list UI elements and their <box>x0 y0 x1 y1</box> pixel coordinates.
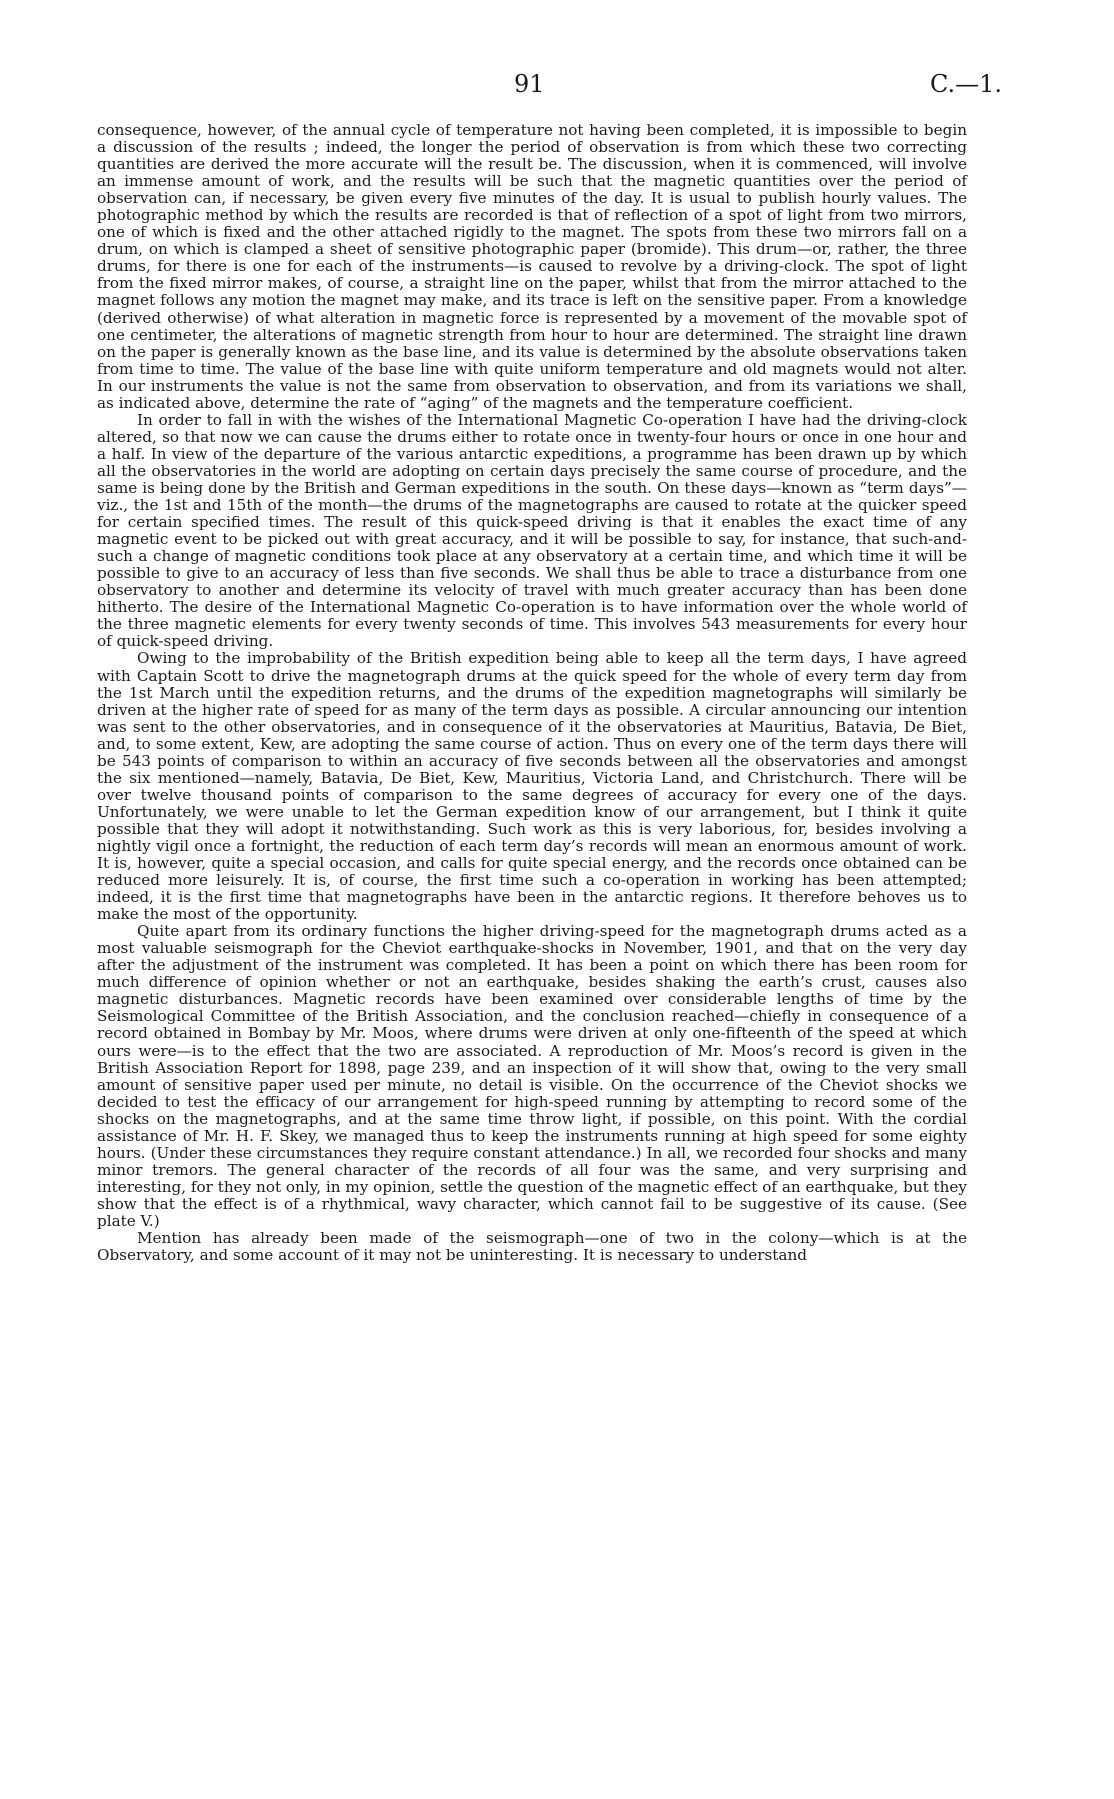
body-text <box>97 122 967 1264</box>
paragraph-seismograph: Mention has already been made of the seismograph—one of two in the colony—which is at the Observatory, and some account of it may not be uninteresting. It is necessary to understand <box>97 1229 967 1265</box>
page-header <box>0 70 1114 110</box>
paragraph-british-expedition: Owing to the improbability of the British expedition being able to keep all the term days, I have agreed with Captain Scott to drive the magnetograph drums at the quick speed for the whole of every term day from the 1st March until the expedition returns, and the drums of the expedition magnetographs will similarly be driven at the higher rate of speed for as many of the term days as possible. A circular announcing our intention was sent to the other observatories, and in consequence of it the observatories at Mauritius, Batavia, De Biet, and, to some extent, Kew, are adopting the same course of action. Thus on every one of the term days there will be 543 points of comparison to within an accuracy of five seconds between all the observatories and amongst the six mentioned—namely, Batavia, De Biet, Kew, Mauritius, Victoria Land, and Christchurch. There will be over twelve thousand points of comparison to the same degrees of accuracy for every one of the days. Unfortunately, we were unable to let the German expedition know of our arrangement, but I think it quite possible that they will adopt it notwithstanding. Such work as this is very laborious, for, besides involving a nightly vigil once a fortnight, the reduction of each term day’s records will mean an enormous amount of work. It is, however, quite a special occasion, and calls for quite special energy, and the records once obtained can be reduced more leisurely. It is, of course, the first time such a co-operation in working has been attempted; indeed, it is the first time that magnetographs have been in the antarctic regions. It therefore behoves us to make the most of the opportunity. <box>97 649 967 924</box>
page-number: 91 <box>514 70 545 98</box>
paragraph-term-days: In order to fall in with the wishes of the International Magnetic Co-operation I have had the driving-clock altered, so that now we can cause the drums either to rotate once in twenty-four hours or once in one hour and a half. In view of the departure of the various antarctic expeditions, a programme has been drawn up by which all the observatories in the world are adopting on certain days precisely the same course of procedure, and the same is being done by the British and German expeditions in the south. On these days—known as “term days”—viz., the 1st and 15th of the month—the drums of the magnetographs are caused to rotate at the quicker speed for certain specified times. The result of this quick-speed driving is that it enables the exact time of any magnetic event to be picked out with great accuracy, and it will be possible to say, for instance, that such-and-such a change of magnetic conditions took place at any observatory at a certain time, and which time it will be possible to give to an accuracy of less than five seconds. We shall thus be able to trace a disturbance from one observatory to another and determine its velocity of travel with much greater accuracy than has been done hitherto. The desire of the International Magnetic Co-operation is to have information over the whole world of the three magnetic elements for every twenty seconds of time. This involves 543 measurements for every hour of quick-speed driving. <box>97 410 967 651</box>
paragraph-continuation: consequence, however, of the annual cycle of temperature not having been completed, it is impossible to begin a discussion of the results ; indeed, the longer the period of observation is from which these two correcting quantities are derived the more accurate will the result be. The discussion, when it is commenced, will involve an immense amount of work, and the results will be such that the magnetic quantities over the period of observation can, if necessary, be given every five minutes of the day. It is usual to publish hourly values. The photographic method by which the results are recorded is that of reflection of a spot of light from two mirrors, one of which is fixed and the other attached rigidly to the magnet. The spots from these two mirrors fall on a drum, on which is clamped a sheet of sensitive photographic paper (bromide). This drum—or, rather, the three drums, for there is one for each of the instruments—is caused to revolve by a driving-clock. The spot of light from the fixed mirror makes, of course, a straight line on the paper, whilst that from the mirror attached to the magnet follows any motion the magnet may make, and its trace is left on the sensitive paper. From a knowledge (derived otherwise) of what alteration in magnetic force is represented by a movement of the movable spot of one centimeter, the alterations of magnetic strength from hour to hour are determined. The straight line drawn on the paper is generally known as the base line, and its value is determined by the absolute observations taken from time to time. The value of the base line with quite uniform temperature and old magnets would not alter. In our instruments the value is not the same from observation to observation, and from its variations we shall, as indicated above, determine the rate of “aging” of the magnets and the temperature coefficient. <box>97 121 967 412</box>
document-reference: C.—1. <box>930 70 1003 98</box>
paragraph-cheviot-earthquake: Quite apart from its ordinary functions the higher driving-speed for the magnetograph drums acted as a most valuable seismograph for the Cheviot earthquake-shocks in November, 1901, and that on the very day after the adjustment of the instrument was completed. It has been a point on which there has been room for much difference of opinion whether or not an earthquake, besides shaking the earth’s crust, causes also magnetic disturbances. Magnetic records have been examined over considerable lengths of time by the Seismological Committee of the British Association, and the conclusion reached—chiefly in consequence of a record obtained in Bombay by Mr. Moos, where drums were driven at only one-fifteenth of the speed at which ours were—is to the effect that the two are associated. A reproduction of Mr. Moos’s record is given in the British Association Report for 1898, page 239, and an inspection of it will show that, owing to the very small amount of sensitive paper used per minute, no detail is visible. On the occurrence of the Cheviot shocks we decided to test the efficacy of our arrangement for high-speed running by attempting to record some of the shocks on the magnetographs, and at the same time throw light, if possible, on this point. With the cordial assistance of Mr. H. F. Skey, we managed thus to keep the instruments running at high speed for some eighty hours. (Under these circumstances they require constant attendance.) In all, we recorded four shocks and many minor tremors. The general character of the records of all four was the same, and very surprising and interesting, for they not only, in my opinion, settle the question of the magnetic effect of an earthquake, but they show that the effect is of a rhythmical, wavy character, which cannot fail to be suggestive of its cause. (See plate V.) <box>97 922 967 1230</box>
